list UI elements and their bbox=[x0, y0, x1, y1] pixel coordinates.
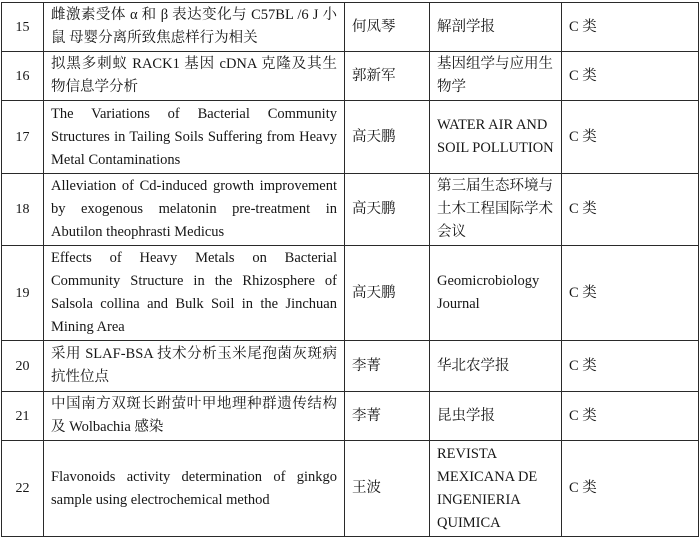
author-cell: 王波 bbox=[345, 441, 430, 537]
author-cell: 高天鹏 bbox=[345, 101, 430, 174]
author-cell: 郭新军 bbox=[345, 52, 430, 101]
row-number-cell: 18 bbox=[2, 174, 44, 246]
author-cell: 何凤琴 bbox=[345, 3, 430, 52]
row-number-cell: 16 bbox=[2, 52, 44, 101]
paper-title-cell: Alleviation of Cd-induced growth improvement by exogenous melatonin pre-treatment in Abutilon theophrasti Medicus bbox=[44, 174, 345, 246]
table-row bbox=[2, 101, 699, 174]
author-cell: 李菁 bbox=[345, 341, 430, 392]
author-cell: 高天鹏 bbox=[345, 246, 430, 341]
paper-title-cell: 雌激素受体 α 和 β 表达变化与 C57BL /6 J 小鼠 母婴分离所致焦虑样行为相关 bbox=[44, 3, 345, 52]
author-cell: 李菁 bbox=[345, 392, 430, 441]
row-number-cell: 20 bbox=[2, 341, 44, 392]
row-number-cell: 17 bbox=[2, 101, 44, 174]
table-body bbox=[2, 3, 699, 537]
table-row bbox=[2, 3, 699, 52]
paper-title-cell: Flavonoids activity determination of ginkgo sample using electrochemical method bbox=[44, 441, 345, 537]
journal-cell: WATER AIR AND SOIL POLLUTION bbox=[430, 101, 562, 174]
row-number-cell: 22 bbox=[2, 441, 44, 537]
paper-title-cell: 采用 SLAF-BSA 技术分析玉米尾孢菌灰斑病抗性位点 bbox=[44, 341, 345, 392]
paper-title-cell: The Variations of Bacterial Community Structures in Tailing Soils Suffering from Heavy Metal Contaminations bbox=[44, 101, 345, 174]
category-cell: C 类 bbox=[562, 174, 699, 246]
table-row bbox=[2, 246, 699, 341]
category-cell: C 类 bbox=[562, 52, 699, 101]
category-cell: C 类 bbox=[562, 441, 699, 537]
journal-cell: 昆虫学报 bbox=[430, 392, 562, 441]
journal-cell: REVISTA MEXICANA DE INGENIERIA QUIMICA bbox=[430, 441, 562, 537]
journal-cell: Geomicrobiology Journal bbox=[430, 246, 562, 341]
row-number-cell: 19 bbox=[2, 246, 44, 341]
table-row bbox=[2, 52, 699, 101]
paper-title-cell: 拟黑多刺蚁 RACK1 基因 cDNA 克隆及其生物信息学分析 bbox=[44, 52, 345, 101]
journal-cell: 华北农学报 bbox=[430, 341, 562, 392]
row-number-cell: 21 bbox=[2, 392, 44, 441]
category-cell: C 类 bbox=[562, 392, 699, 441]
table-row bbox=[2, 392, 699, 441]
publications-table bbox=[1, 2, 699, 537]
journal-cell: 第三届生态环境与土木工程国际学术会议 bbox=[430, 174, 562, 246]
paper-title-cell: 中国南方双斑长跗萤叶甲地理种群遗传结构及 Wolbachia 感染 bbox=[44, 392, 345, 441]
table-row bbox=[2, 341, 699, 392]
category-cell: C 类 bbox=[562, 3, 699, 52]
category-cell: C 类 bbox=[562, 101, 699, 174]
journal-cell: 基因组学与应用生物学 bbox=[430, 52, 562, 101]
table-row bbox=[2, 441, 699, 537]
category-cell: C 类 bbox=[562, 341, 699, 392]
paper-title-cell: Effects of Heavy Metals on Bacterial Community Structure in the Rhizosphere of Salsola collina and Bulk Soil in the Jinchuan Mining Area bbox=[44, 246, 345, 341]
table-row bbox=[2, 174, 699, 246]
row-number-cell: 15 bbox=[2, 3, 44, 52]
journal-cell: 解剖学报 bbox=[430, 3, 562, 52]
category-cell: C 类 bbox=[562, 246, 699, 341]
author-cell: 高天鹏 bbox=[345, 174, 430, 246]
